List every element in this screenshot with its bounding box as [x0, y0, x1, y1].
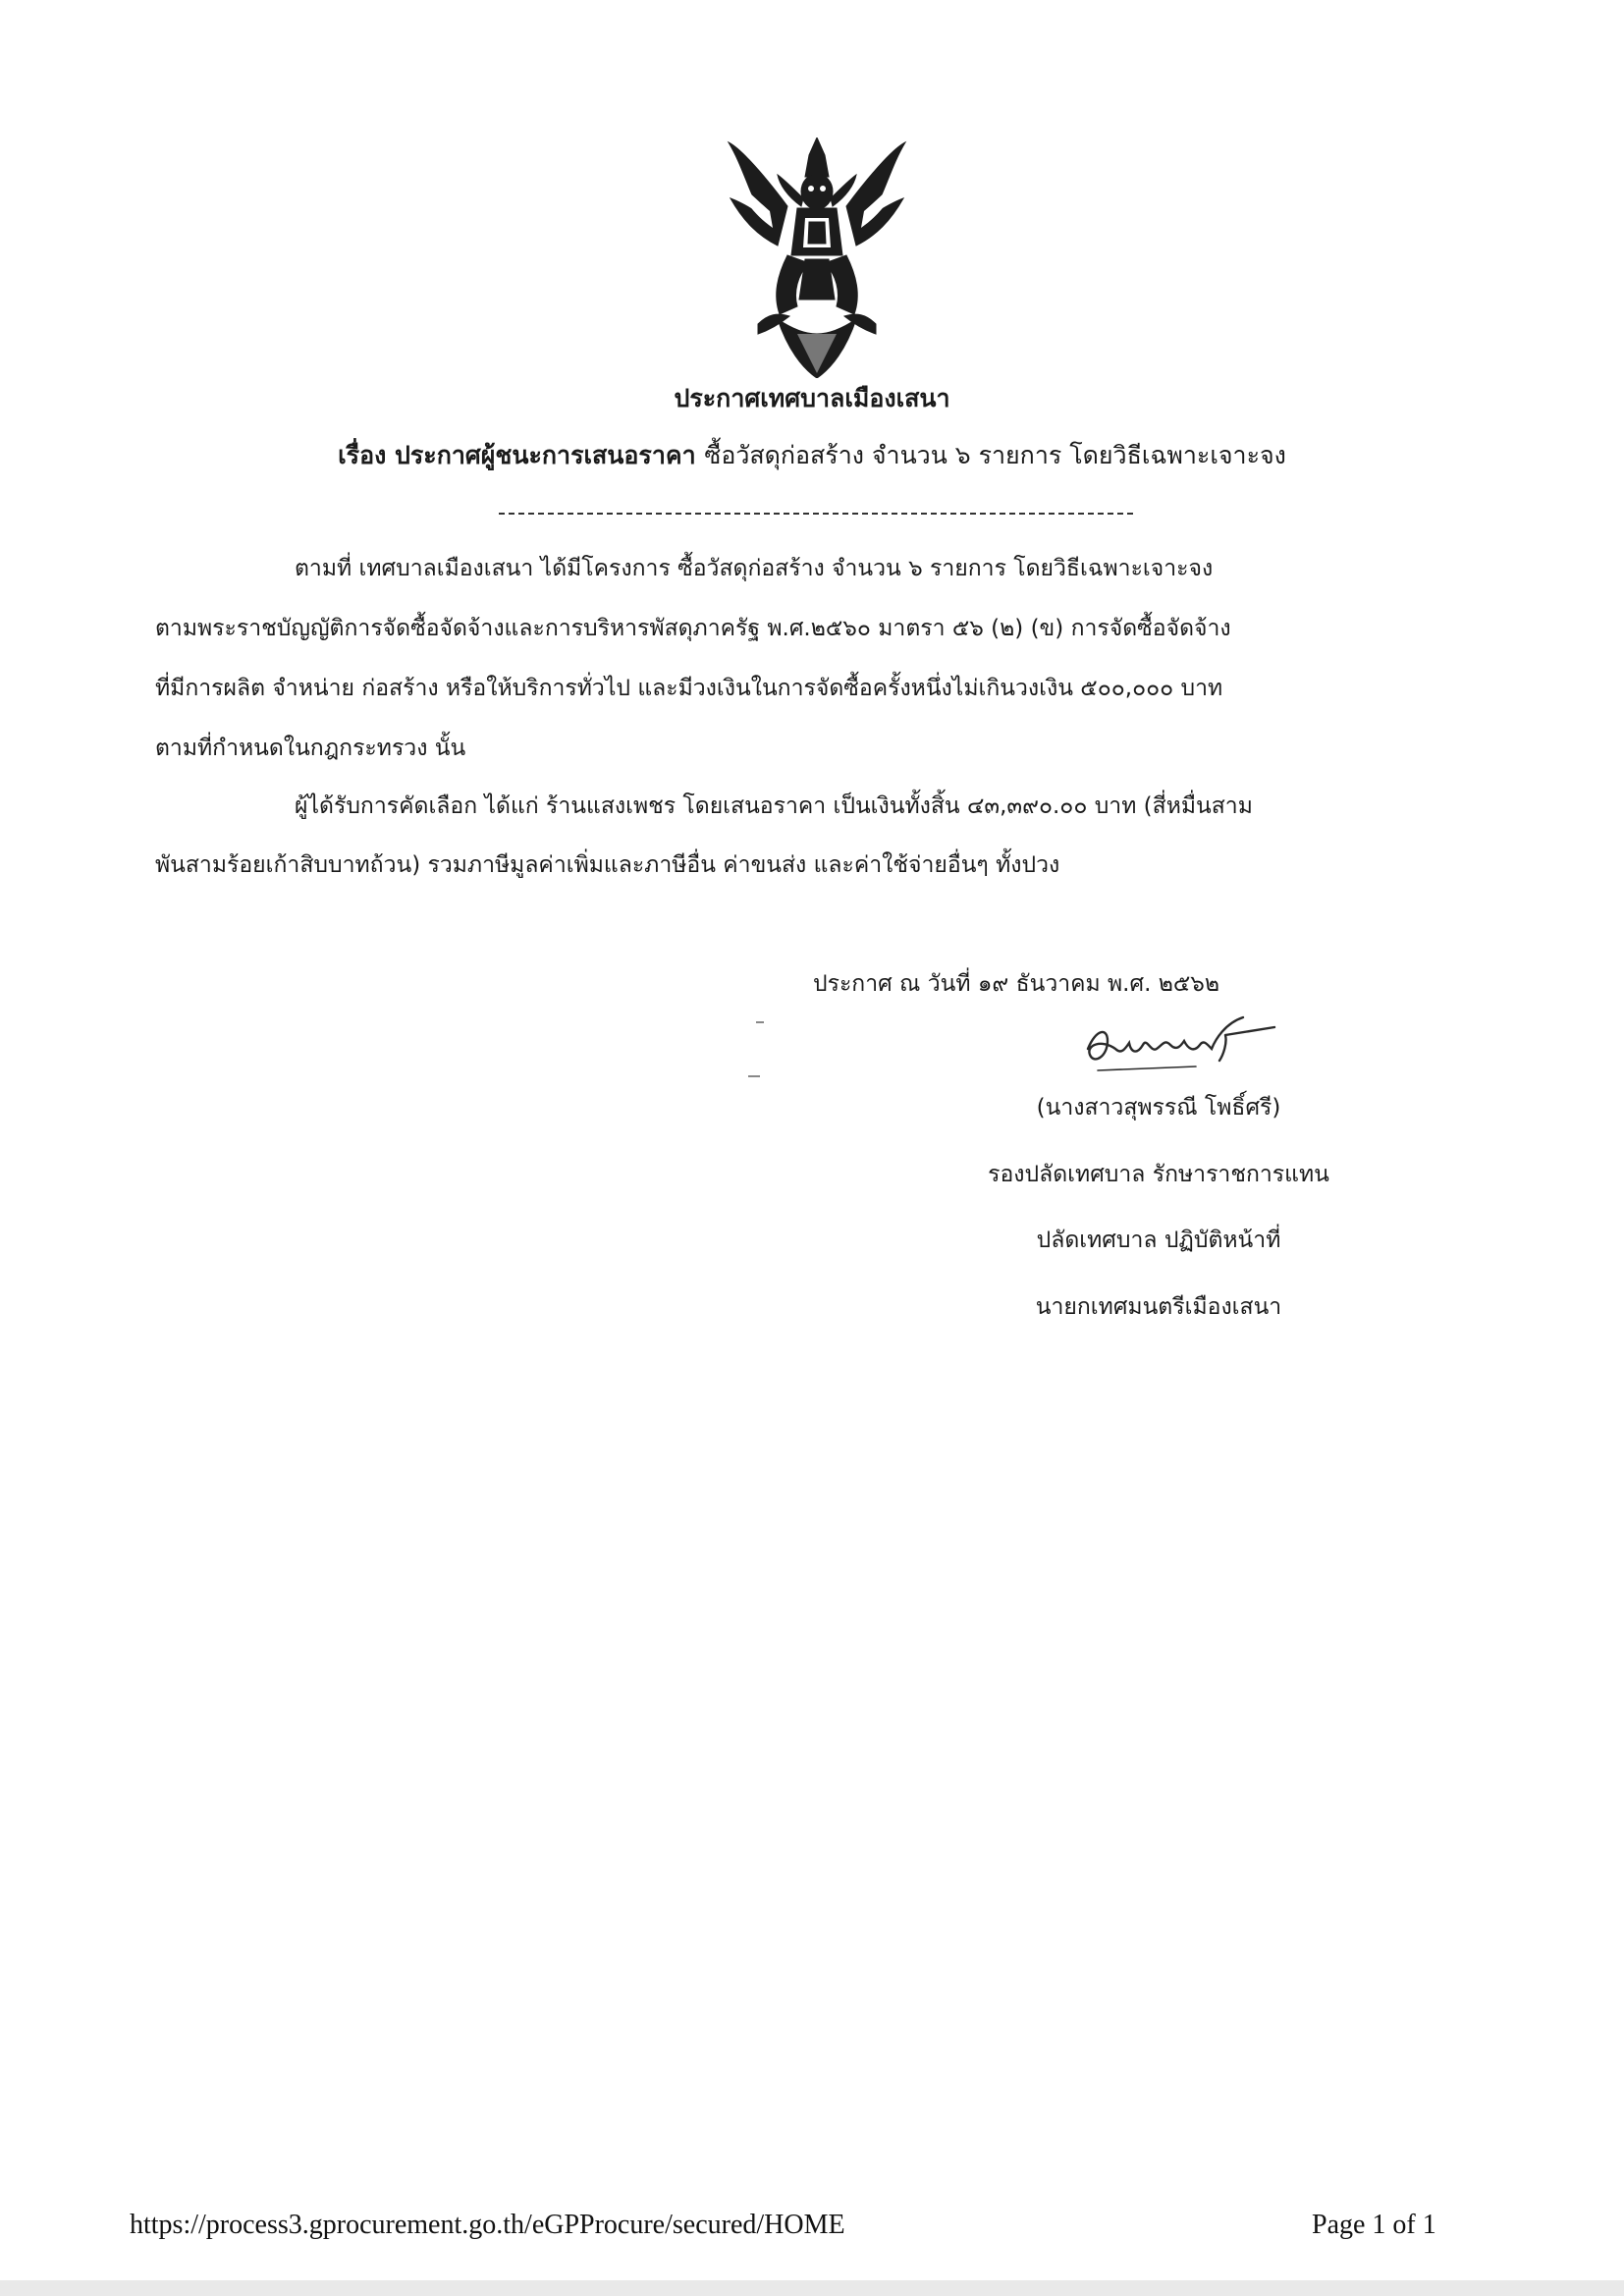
subject-prefix: เรื่อง ประกาศผู้ชนะการเสนอราคา — [338, 441, 696, 469]
signatory-position: ปลัดเทศบาล ปฏิบัติหน้าที่ — [1036, 1228, 1281, 1253]
divider-line — [499, 513, 1133, 515]
announcement-subject — [0, 436, 1624, 475]
signature — [1078, 1010, 1284, 1078]
body-line: พันสามร้อยเก้าสิบบาทถ้วน) รวมภาษีมูลค่าเพิ่มและภาษีอื่น ค่าขนส่ง และค่าใช้จ่ายอื่นๆ ทั้งปวง — [155, 852, 1060, 878]
scan-speck — [748, 1075, 760, 1077]
garuda-emblem-icon — [719, 137, 915, 378]
body-line: ตามที่กำหนดในกฎกระทรวง นั้น — [155, 736, 466, 761]
body-line: ผู้ได้รับการคัดเลือก ได้แก่ ร้านแสงเพชร โดยเสนอราคา เป็นเงินทั้งสิ้น ๔๓,๓๙๐.๐๐ บาท (สี่หมื่นสาม — [295, 793, 1253, 819]
scan-bottom-edge — [0, 2280, 1624, 2296]
signatory-name: (นางสาวสุพรรณี โพธิ์ศรี) — [1036, 1095, 1281, 1121]
scan-speck — [756, 1021, 764, 1023]
body-line: ตามพระราชบัญญัติการจัดซื้อจัดจ้างและการบริหารพัสดุภาครัฐ พ.ศ.๒๕๖๐ มาตรา ๕๖ (๒) (ข) การจัดซื้อจัดจ้าง — [155, 616, 1231, 641]
body-line: ตามที่ เทศบาลเมืองเสนา ได้มีโครงการ ซื้อวัสดุก่อสร้าง จำนวน ๖ รายการ โดยวิธีเฉพาะเจาะจง — [295, 556, 1214, 581]
signatory-position: รองปลัดเทศบาล รักษาราชการแทน — [988, 1162, 1329, 1187]
signatory-position: นายกเทศมนตรีเมืองเสนา — [1035, 1294, 1282, 1320]
footer-url[interactable]: https://process3.gprocurement.go.th/eGPProcure/secured/HOME — [130, 2210, 845, 2240]
announcement-title: ประกาศเทศบาลเมืองเสนา — [674, 384, 950, 412]
subject-rest: ซื้อวัสดุก่อสร้าง จำนวน ๖ รายการ โดยวิธีเฉพาะเจาะจง — [704, 441, 1286, 469]
page-number: Page 1 of 1 — [1312, 2210, 1436, 2240]
body-line: ที่มีการผลิต จำหน่าย ก่อสร้าง หรือให้บริการทั่วไป และมีวงเงินในการจัดซื้อครั้งหนึ่งไม่เกินวงเงิน ๕๐๐,๐๐๐ บาท — [155, 676, 1223, 701]
announcement-date: ประกาศ ณ วันที่ ๑๙ ธันวาคม พ.ศ. ๒๕๖๒ — [813, 971, 1220, 997]
